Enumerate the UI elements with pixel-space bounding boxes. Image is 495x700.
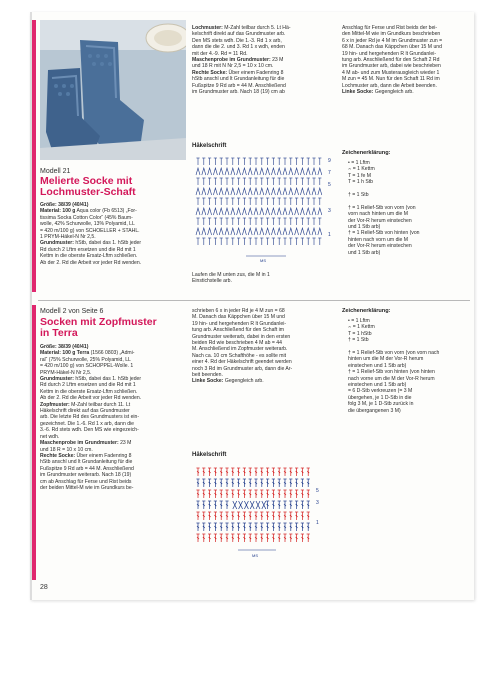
text-line: net wdh. [40,433,60,440]
text-line: und 18 R = 10 x 10 cm. [40,446,93,453]
legend-item: der Vor-R herum einstechen [348,243,412,250]
text-line: M zun = 45 M. Nun für den Schaft 11 Rd im [342,76,440,83]
text-line: Linke Socke: Gegengleich arb. [192,378,264,385]
text-line: Zopfmuster: M-Zahl teilbar durch 11. Lt [40,401,131,408]
legend-item: hinten nach vorn um die M [348,236,409,243]
text-line: im Grundmuster arb. Nach 18 (19) cm ab [192,89,285,96]
caption-line: Einstichstelle arb. [192,278,232,285]
svg-text:1: 1 [328,232,331,238]
legend-item: einstechen und 1 Stb arb) [348,382,407,389]
svg-text:1: 1 [316,520,319,526]
svg-text:MS: MS [252,553,258,558]
text-line: und 18 R mit N Nr 2,5 = 10 x 10 cm. [192,63,274,70]
text-line: dann die die 2. und 3. Rd 1 x wdh, enden [192,44,285,51]
legend-item: die übergangenen 3 M) [348,407,401,414]
text-line: = 420 m/100 g) von SCHOELLER + STAHL. [40,227,140,234]
text-line: beit beenden. [192,372,223,379]
text-line: Ab der 2. Rd die Arbeit vor jeder Rd wenden. [40,395,142,402]
text-line: im Grundmuster weiterarb. Nach 18 (19) [40,472,132,479]
text-line: = 420 m/100 g) von SCHOPPEL-Wolle. 1 [40,363,134,370]
text-line: Kettm in die oberste Ersatz-Lftm schließen. [40,253,138,260]
text-line: gezeichnet. Die 1.-6. Rd 1 x arb, dann die [40,420,135,427]
text-line: Maschenprobe im Grundmuster: 23 M [40,440,132,447]
svg-text:MS: MS [260,258,266,263]
text-line: Grundmuster: hStb, dabei das 1. hStb jeder [40,376,142,383]
legend-item: übergehen, je 1 D-Stb in die [348,394,412,401]
legend-item: • = 1 Lftm [348,160,370,166]
text-line: Häkelschrift direkt auf das Grundmuster [40,408,130,415]
svg-text:7: 7 [328,170,331,176]
text-line: Anschlag für Ferse und Rist beids der bei- [342,25,438,31]
text-line: ral“ (75% Schurwolle, 25% Polyamid, LL [40,356,131,363]
legend-item: † = 1 Relief-Stb von hinten (von hinten [348,369,435,376]
text-line: 6 x in jeder Rd je 4 M im Grundmuster zun = [342,37,443,44]
text-line: der beiden Mittel-M wie im Grundkurs be- [40,484,134,491]
section2-accent-bar [32,305,36,580]
legend-item: T = 1 hStb [348,330,372,337]
legend-item: † = 1 Stb [348,337,369,344]
text-line: den Mittel-M wie im Grundkurs beschrieben [342,31,441,38]
text-line: kelschrift direkt auf das Grundmuster arb. [192,31,286,38]
legend-item: ⌢ = 1 Kettm [348,324,375,331]
svg-text:3: 3 [328,208,331,214]
section1-title-line2: Lochmuster-Schaft [40,186,136,198]
text-line: 3.-6. Rd stets wdh. Den MS wie eingezeich- [40,427,139,434]
text-line: PRYM-Häkel-N Nr 2,5. [40,369,92,376]
legend-item: und 1 Stb arb) [348,249,381,256]
text-line: Größe: 38/39 (40/41) [40,344,89,350]
section1-title-line1: Melierte Socke mit [40,175,133,187]
text-line: Kettm in die oberste Ersatz-Lftm schließen. [40,388,138,395]
caption-line: Laufen die M unten zus, die M in 1 [192,272,270,278]
legend-item: T = 1 fe M [348,172,371,179]
text-line: tung arb. Anschließend für den Schaft 2 Rd [342,57,440,64]
text-line: Rd durch 2 Lftm ersetzen und die Rd mit 1 [40,382,136,389]
section1-model-label: Modell 21 [40,168,71,175]
text-line: hStb anschl und lt Grundanleitung für die [192,76,285,83]
text-line: Material: 100 g Aqua color (Fb 6513) „For- [40,208,137,215]
text-line: tung arb. Anschließend für den Schaft im [192,327,285,334]
section2-legend [348,318,470,414]
text-line: arb. Die letzte Rd des Grundmusters ist ein- [40,414,140,421]
text-line: Material: 100 g Terra (1566 0803) „Admi- [40,350,135,357]
legend-item: und 1 Stb arb) [348,224,381,231]
svg-text:5: 5 [316,488,319,494]
text-line: Ab der 2. Rd die Arbeit vor jeder Rd wenden. [40,259,142,266]
legend-item: • = 1 Lftm [348,318,370,324]
legend-item: vorn nach hinten um die M [348,211,409,218]
text-line: 19 hin- und hergehenden R lt Grundanlei- [192,320,287,327]
section1-accent-bar [32,20,36,292]
text-line: 68 M. Danach das Käppchen über 15 M und [342,44,442,51]
section1-middle-column [192,25,334,95]
section2-chart-title: Häkelschrift [192,452,227,458]
legend-item: der Vor-R herum einstechen [348,217,412,224]
text-line: Lochmuster: M-Zahl teilbar durch 5. Lt Hä- [192,25,291,31]
section2-left-column [40,344,190,491]
text-line: Fußspitze 9 Rd arb = 44 M. Anschließend [192,82,286,89]
section1-left-column [40,202,190,266]
text-line: im Grundmuster arb, dabei wie beschrieben [342,63,441,70]
text-line: cm ab Anschlag für Ferse und Rist beids [40,478,132,485]
section2-title-line2: in Terra [40,327,78,339]
svg-text:5: 5 [328,182,331,188]
section-divider [38,300,470,301]
text-line: Größe: 38/39 (40/41) [40,202,89,208]
svg-text:9: 9 [328,158,331,164]
text-line: mit der 4.-9. Rd = 11 Rd. [192,50,248,57]
section1-legend [348,160,470,256]
legend-item: = 6 D-Stb verkreuzen (= 3 M [348,388,413,395]
legend-item: ⌢ = 1 Kettm [348,166,375,173]
section1-chart-title: Häkelschrift [192,143,227,149]
text-line: hStb anschl und lt Grundanleitung für die [40,459,133,466]
legend-item: folg 3 M, je 1 D-Stb zurück in [348,401,414,408]
text-line: M. Danach das Käppchen über 15 M und [192,314,285,321]
legend-item: † = 1 Stb [348,192,369,199]
legend-item: hinten um die M der Vor-R herum [348,356,424,363]
text-line: Linke Socke: Gegengleich arb. [342,89,414,96]
text-line: Maschenprobe im Grundmuster: 23 M [192,57,284,64]
text-line: einer 4. Rd der Häkelschrift geendet werden [192,359,292,366]
section2-title-line1: Socken mit Zopfmuster [40,316,157,328]
text-line: 4 M ab- und zum Musterausgleich wieder 1 [342,69,440,76]
text-line: Fußspitze 9 Rd arb = 44 M. Anschließend [40,465,134,472]
legend-item: einstechen und 1 Stb arb) [348,362,407,369]
text-line: Nach ca. 10 cm Schafthöhe - es sollte mit [192,352,286,359]
section1-legend-title: Zeichenerklärung: [342,150,391,156]
legend-item: nach vorne um die M der Vor-R herum [348,375,435,382]
text-line: Grundmuster: hStb, dabei das 1. hStb jeder [40,240,142,247]
legend-item: T = 1 h Stb [348,179,373,186]
legend-item: † = 1 Relief-Stb von vorn (von [348,204,416,211]
text-line: Rd durch 2 Lftm ersetzen und die Rd mit 1 [40,246,136,253]
text-line: Grundmuster weiterarb, dabei in den ersten [192,333,291,340]
section2-crochet-chart [190,462,340,562]
section1-crochet-chart [190,152,338,264]
text-line: 19 hin- und hergehenden R lt Grundanlei- [342,50,437,57]
section2-middle-column [192,308,334,385]
section1-right-column [342,25,470,95]
text-line: Den MS stets wdh. Die 1.-3. Rd 1 x arb, [192,37,282,44]
page-number: 28 [40,584,48,591]
text-line: tissima Socka Cotton Color“ (45% Baum- [40,214,133,221]
text-line: noch 3 Rd im Grundmuster arb, dann die Ar- [192,365,293,372]
text-line: Rechte Socke: Über einem Fadenring 8 [40,452,132,459]
text-line: schrieben 6 x in jeder Rd je 4 M zun = 68 [192,308,285,314]
text-line: Rechte Socke: Über einem Fadenring 8 [192,69,284,76]
section2-model-label: Modell 2 von Seite 6 [40,308,104,315]
legend-item: † = 1 Relief-Stb von vorn (von vorn nach [348,350,440,357]
legend-item: † = 1 Relief-Stb von hinten (von [348,230,420,237]
text-line: M. Anschließend im Zopfmuster weiterarb. [192,346,288,353]
text-line: beiden Rd wie beschrieben 4 M ab = 44 [192,340,282,347]
text-line: wolle, 42% Schurwolle, 13% Polyamid, LL [40,221,135,228]
section2-legend-title: Zeichenerklärung: [342,308,391,314]
text-line: Lochmuster arb, dann die Arbeit beenden. [342,82,437,89]
text-line: 1 PRYM-Häkel-N Nr 2,5. [40,234,96,241]
sock-photo [40,20,186,160]
section1-chart-caption [192,272,334,285]
svg-text:3: 3 [316,500,319,506]
